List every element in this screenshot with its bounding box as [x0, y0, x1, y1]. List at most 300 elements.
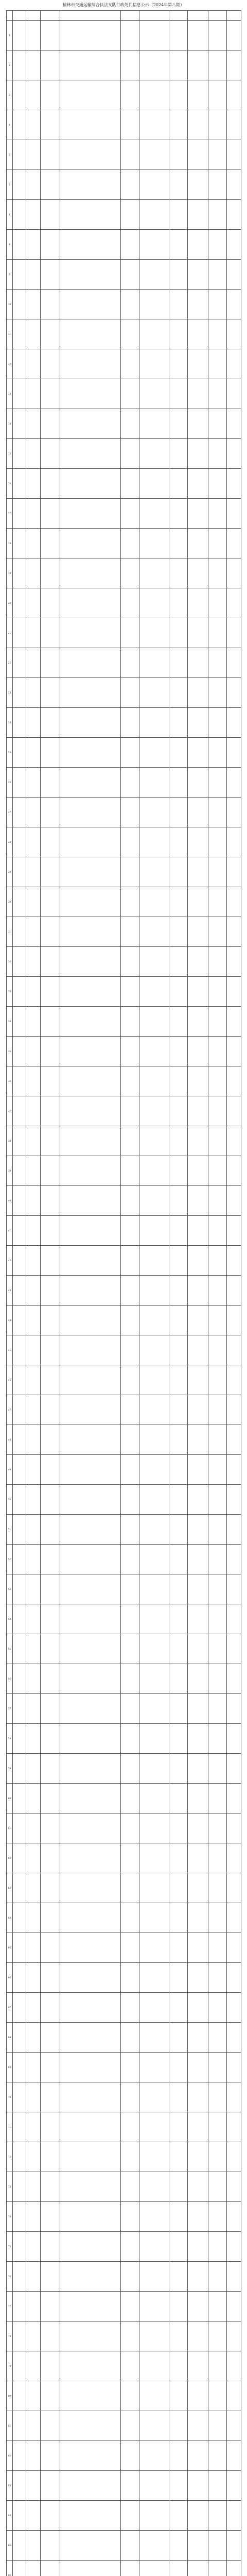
table-cell [13, 1634, 26, 1664]
table-cell [169, 1515, 188, 1545]
table-cell [139, 499, 169, 529]
table-cell [60, 2053, 121, 2082]
table-cell [169, 1933, 188, 1963]
table-cell [139, 1096, 169, 1126]
table-cell [13, 678, 26, 708]
table-cell [26, 917, 41, 947]
table-cell: 14 [7, 409, 13, 439]
table-cell [41, 1365, 60, 1395]
table-cell [208, 1933, 227, 1963]
table-cell [60, 349, 121, 379]
table-cell [188, 2531, 208, 2561]
table-cell [169, 2351, 188, 2381]
table-cell [139, 768, 169, 798]
table-cell [121, 1066, 139, 1096]
table-cell [41, 2172, 60, 2202]
table-cell [41, 2471, 60, 2501]
table-cell [13, 1724, 26, 1754]
table-cell [139, 2501, 169, 2531]
table-cell [60, 1993, 121, 2023]
table-cell: 53 [7, 1574, 13, 1604]
table-cell [169, 1694, 188, 1724]
table-cell [13, 1306, 26, 1335]
table-cell [227, 1455, 241, 1485]
table-cell [139, 977, 169, 1007]
table-cell [188, 768, 208, 798]
table-cell [26, 529, 41, 558]
table-cell [41, 1425, 60, 1455]
table-cell [169, 2561, 188, 2576]
table-cell [60, 260, 121, 290]
table-cell [26, 50, 41, 80]
table-cell [41, 1126, 60, 1156]
table-row [7, 798, 241, 827]
table-cell [169, 1754, 188, 1784]
table-cell [41, 738, 60, 768]
table-header-row [7, 11, 241, 21]
table-cell [227, 2292, 241, 2321]
table-cell: 77 [7, 2292, 13, 2321]
table-cell [139, 80, 169, 110]
table-cell [227, 708, 241, 738]
table-cell [227, 1156, 241, 1186]
table-cell: 32 [7, 947, 13, 977]
table-row [7, 1604, 241, 1634]
table-cell [208, 1306, 227, 1335]
table-row [7, 857, 241, 887]
table-cell [169, 1216, 188, 1246]
table-cell [188, 1634, 208, 1664]
table-cell: 21 [7, 618, 13, 648]
table-cell [121, 409, 139, 439]
table-cell [121, 2142, 139, 2172]
table-cell [26, 827, 41, 857]
table-cell [60, 80, 121, 110]
table-cell [121, 1485, 139, 1515]
table-cell [169, 140, 188, 170]
table-cell [169, 21, 188, 50]
table-cell [41, 1545, 60, 1574]
table-cell [139, 1066, 169, 1096]
table-cell [227, 887, 241, 917]
table-cell [41, 2501, 60, 2531]
table-cell [41, 648, 60, 678]
table-cell [139, 1186, 169, 1216]
table-cell [60, 200, 121, 230]
table-cell [121, 140, 139, 170]
table-cell [121, 1425, 139, 1455]
table-cell [41, 230, 60, 260]
table-cell [41, 2142, 60, 2172]
table-cell: 29 [7, 857, 13, 887]
table-cell [208, 1395, 227, 1425]
table-cell [60, 2142, 121, 2172]
table-cell [188, 977, 208, 1007]
table-cell [60, 2441, 121, 2471]
table-cell [169, 1664, 188, 1694]
table-cell [26, 798, 41, 827]
table-cell [227, 618, 241, 648]
table-cell [60, 678, 121, 708]
table-cell [121, 1545, 139, 1574]
table-cell: 61 [7, 1814, 13, 1843]
table-cell [121, 2172, 139, 2202]
table-cell [60, 1515, 121, 1545]
table-cell [41, 2441, 60, 2471]
table-cell [139, 708, 169, 738]
table-cell [227, 2441, 241, 2471]
header-cell [41, 11, 60, 21]
table-row [7, 1634, 241, 1664]
table-cell [60, 1335, 121, 1365]
table-cell [139, 1545, 169, 1574]
table-cell [139, 2381, 169, 2411]
table-cell [60, 499, 121, 529]
table-cell [60, 618, 121, 648]
table-cell [139, 1306, 169, 1335]
table-row [7, 2561, 241, 2576]
table-cell [60, 1664, 121, 1694]
table-cell: 34 [7, 1007, 13, 1037]
table-cell [208, 1784, 227, 1814]
table-cell [227, 260, 241, 290]
table-cell [188, 1335, 208, 1365]
header-cell [121, 11, 139, 21]
table-cell [208, 1814, 227, 1843]
table-cell [208, 1335, 227, 1365]
table-row [7, 200, 241, 230]
table-cell [60, 1186, 121, 1216]
table-cell [26, 1963, 41, 1993]
table-cell [60, 1425, 121, 1455]
table-cell [188, 1843, 208, 1873]
table-cell [13, 1037, 26, 1066]
table-cell [26, 768, 41, 798]
table-cell [41, 1276, 60, 1306]
table-cell [227, 439, 241, 469]
table-cell [60, 379, 121, 409]
table-cell: 48 [7, 1425, 13, 1455]
table-cell [139, 558, 169, 588]
table-cell [139, 2023, 169, 2053]
table-cell [227, 140, 241, 170]
table-cell [41, 588, 60, 618]
table-cell [169, 379, 188, 409]
table-cell [26, 1814, 41, 1843]
table-cell [169, 1574, 188, 1604]
table-cell [139, 1574, 169, 1604]
table-cell [188, 738, 208, 768]
table-cell [169, 200, 188, 230]
table-cell [26, 1873, 41, 1903]
table-cell [13, 1007, 26, 1037]
table-cell [169, 529, 188, 558]
table-cell [26, 648, 41, 678]
table-cell [13, 1754, 26, 1784]
table-cell [188, 1066, 208, 1096]
table-cell [26, 1306, 41, 1335]
table-cell [41, 768, 60, 798]
table-cell: 31 [7, 917, 13, 947]
table-cell [139, 1156, 169, 1186]
table-cell [188, 1186, 208, 1216]
table-cell [13, 827, 26, 857]
table-cell [41, 2381, 60, 2411]
table-cell: 41 [7, 1216, 13, 1246]
table-cell [139, 678, 169, 708]
table-cell [60, 1933, 121, 1963]
table-cell [169, 1306, 188, 1335]
table-cell [60, 648, 121, 678]
table-cell [60, 1694, 121, 1724]
table-row [7, 2441, 241, 2471]
table-cell [227, 947, 241, 977]
penalty-table [6, 10, 241, 2576]
table-cell [26, 1455, 41, 1485]
table-cell [13, 21, 26, 50]
table-cell [26, 618, 41, 648]
table-cell [13, 798, 26, 827]
table-row [7, 2112, 241, 2142]
table-cell [188, 588, 208, 618]
table-cell [121, 2112, 139, 2142]
table-cell [139, 648, 169, 678]
table-cell [188, 170, 208, 200]
table-cell [121, 1873, 139, 1903]
table-cell [169, 2112, 188, 2142]
table-cell [227, 319, 241, 349]
table-cell [26, 499, 41, 529]
table-cell [60, 1784, 121, 1814]
table-cell [121, 1365, 139, 1395]
table-cell [60, 2381, 121, 2411]
table-cell: 28 [7, 827, 13, 857]
table-cell [13, 558, 26, 588]
table-cell [208, 2351, 227, 2381]
table-cell [26, 1784, 41, 1814]
table-row [7, 1126, 241, 1156]
table-cell [227, 1664, 241, 1694]
table-row [7, 887, 241, 917]
table-cell [121, 1664, 139, 1694]
table-cell [227, 768, 241, 798]
table-cell [188, 1724, 208, 1754]
table-cell [227, 2053, 241, 2082]
table-cell [121, 439, 139, 469]
table-cell [60, 1963, 121, 1993]
table-cell [188, 2172, 208, 2202]
table-cell: 20 [7, 588, 13, 618]
table-cell: 7 [7, 200, 13, 230]
table-cell [188, 1126, 208, 1156]
table-cell [121, 1574, 139, 1604]
table-cell [13, 1096, 26, 1126]
table-cell [208, 2441, 227, 2471]
table-cell [121, 1455, 139, 1485]
table-cell [227, 2023, 241, 2053]
table-row [7, 1276, 241, 1306]
table-cell [227, 1754, 241, 1784]
table-cell [121, 977, 139, 1007]
table-cell [188, 1664, 208, 1694]
table-cell [13, 1515, 26, 1545]
table-cell [208, 170, 227, 200]
table-cell [227, 2351, 241, 2381]
table-row [7, 1694, 241, 1724]
table-row [7, 1545, 241, 1574]
table-row [7, 678, 241, 708]
table-cell [13, 708, 26, 738]
table-cell [208, 21, 227, 50]
table-cell [188, 439, 208, 469]
table-cell: 46 [7, 1365, 13, 1395]
table-cell [188, 2202, 208, 2232]
table-cell [188, 1814, 208, 1843]
table-cell [208, 2202, 227, 2232]
table-cell [13, 2172, 26, 2202]
table-cell [60, 2411, 121, 2441]
table-cell [169, 2292, 188, 2321]
table-cell [169, 1873, 188, 1903]
table-cell [60, 2531, 121, 2561]
table-cell [41, 2053, 60, 2082]
table-cell [26, 558, 41, 588]
table-cell [26, 2082, 41, 2112]
table-cell [26, 1365, 41, 1395]
table-cell [121, 2561, 139, 2576]
table-cell [41, 2531, 60, 2561]
table-cell [139, 2351, 169, 2381]
table-row [7, 708, 241, 738]
table-cell: 15 [7, 439, 13, 469]
table-cell [13, 2262, 26, 2292]
table-cell [41, 21, 60, 50]
table-cell [208, 1455, 227, 1485]
table-cell [169, 1724, 188, 1754]
table-cell [169, 170, 188, 200]
table-cell [121, 1634, 139, 1664]
table-cell [13, 857, 26, 887]
table-cell [60, 2471, 121, 2501]
table-row [7, 1186, 241, 1216]
table-cell [60, 1604, 121, 1634]
table-cell [208, 1545, 227, 1574]
table-cell [26, 2531, 41, 2561]
table-cell: 66 [7, 1963, 13, 1993]
table-cell [26, 110, 41, 140]
table-cell [26, 1037, 41, 1066]
table-cell [227, 648, 241, 678]
table-cell [41, 857, 60, 887]
table-cell [139, 1963, 169, 1993]
table-row [7, 917, 241, 947]
table-cell [26, 2023, 41, 2053]
table-cell [188, 1365, 208, 1395]
table-cell [26, 2351, 41, 2381]
table-cell: 68 [7, 2023, 13, 2053]
table-row [7, 2501, 241, 2531]
table-cell [60, 1007, 121, 1037]
table-cell: 74 [7, 2202, 13, 2232]
table-cell [139, 2411, 169, 2441]
table-cell [188, 618, 208, 648]
table-cell [188, 2381, 208, 2411]
table-cell [13, 2411, 26, 2441]
table-cell [139, 1515, 169, 1545]
table-cell [121, 1126, 139, 1156]
table-cell [139, 1246, 169, 1276]
table-cell [208, 1843, 227, 1873]
table-cell [13, 1066, 26, 1096]
table-cell [41, 1246, 60, 1276]
table-cell [13, 1276, 26, 1306]
table-cell: 12 [7, 349, 13, 379]
table-cell [188, 1963, 208, 1993]
table-cell: 52 [7, 1545, 13, 1574]
table-cell [41, 1306, 60, 1335]
table-cell [60, 558, 121, 588]
table-cell: 50 [7, 1485, 13, 1515]
table-row [7, 110, 241, 140]
table-cell [188, 1425, 208, 1455]
table-cell: 39 [7, 1156, 13, 1186]
table-cell: 22 [7, 648, 13, 678]
table-cell [139, 319, 169, 349]
table-cell [188, 2351, 208, 2381]
table-cell [26, 588, 41, 618]
header-cell [139, 11, 169, 21]
table-cell: 75 [7, 2232, 13, 2262]
table-cell [60, 1066, 121, 1096]
table-cell [208, 678, 227, 708]
table-cell [121, 1096, 139, 1126]
table-cell [26, 738, 41, 768]
table-cell [13, 887, 26, 917]
table-row [7, 1395, 241, 1425]
table-cell [121, 947, 139, 977]
table-cell [41, 1843, 60, 1873]
table-cell [139, 409, 169, 439]
table-cell [208, 1574, 227, 1604]
table-cell [41, 140, 60, 170]
table-cell [26, 349, 41, 379]
table-cell [208, 1515, 227, 1545]
table-cell [26, 1126, 41, 1156]
table-cell [121, 827, 139, 857]
table-cell [41, 618, 60, 648]
table-cell [188, 917, 208, 947]
table-cell [227, 170, 241, 200]
header-cell [169, 11, 188, 21]
table-cell [169, 1276, 188, 1306]
table-cell [41, 2112, 60, 2142]
table-cell [188, 469, 208, 499]
table-cell [208, 469, 227, 499]
table-cell [121, 319, 139, 349]
table-cell [139, 1425, 169, 1455]
table-row [7, 319, 241, 349]
table-cell [60, 110, 121, 140]
table-row [7, 2321, 241, 2351]
table-cell [169, 2411, 188, 2441]
table-cell [169, 1814, 188, 1843]
table-cell [169, 499, 188, 529]
document-title: 榆林市交通运输综合执法支队行政处罚信息公示（2024年第八期） [62, 3, 185, 7]
table-cell [169, 409, 188, 439]
table-cell [227, 1335, 241, 1365]
table-cell [13, 1365, 26, 1395]
table-cell [227, 2172, 241, 2202]
